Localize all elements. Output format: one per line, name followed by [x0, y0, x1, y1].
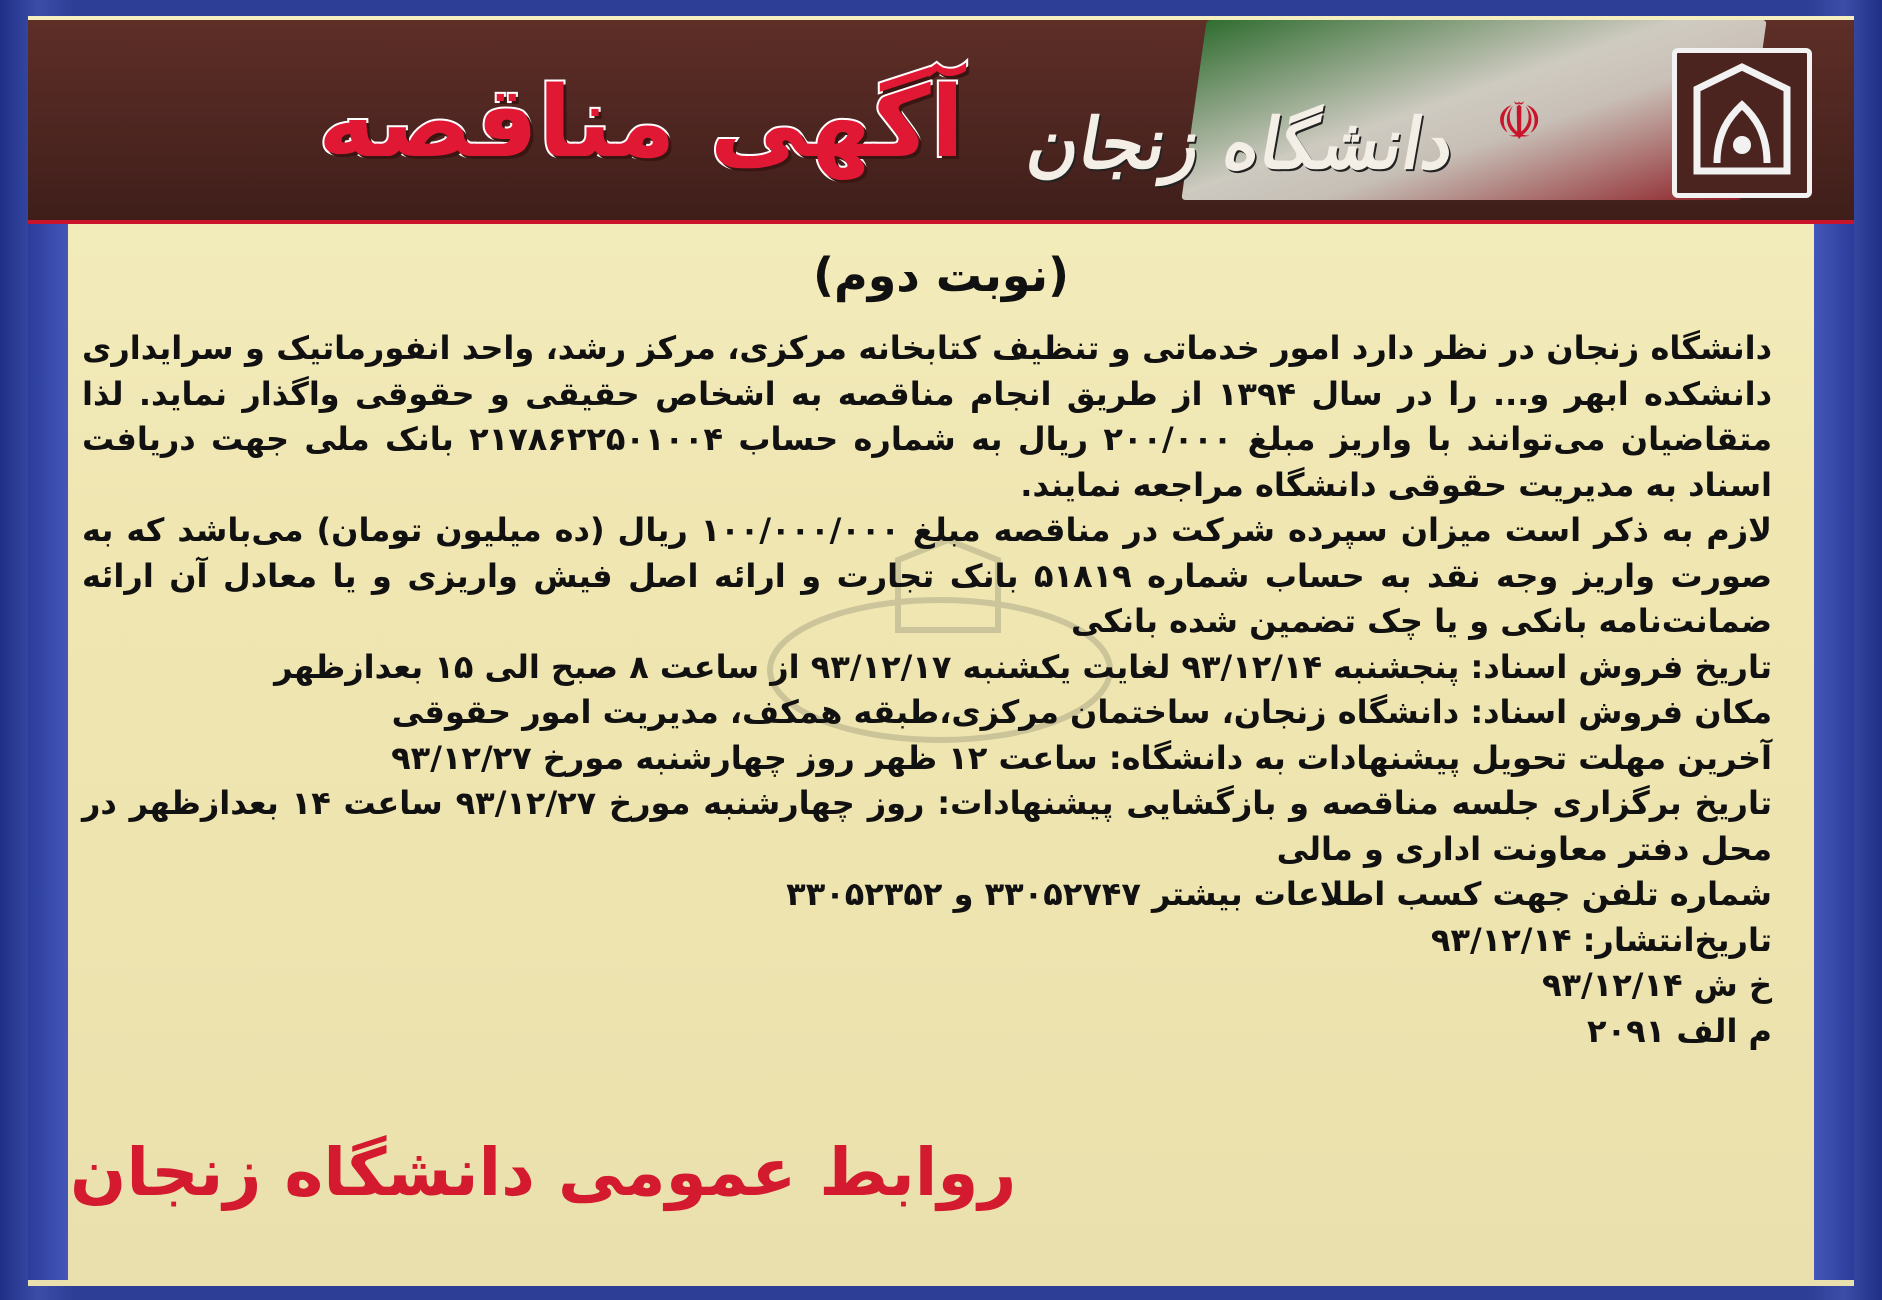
round-label: (نوبت دوم)	[812, 248, 1070, 302]
publish-date: تاریخ‌انتشار: ۹۳/۱۲/۱۴	[1430, 920, 1772, 959]
opening-session: تاریخ برگزاری جلسه مناقصه و بازگشایی پیشنهادات: روز چهارشنبه مورخ ۹۳/۱۲/۲۷ ساعت ۱۴ بعدازظهر در محل دفتر معاونت اداری و مالی	[82, 784, 1773, 868]
sale-place: مکان فروش اسناد: دانشگاه زنجان، ساختمان مرکزی،طبقه همکف، مدیریت امور حقوقی	[391, 693, 1772, 731]
university-logo-icon	[1672, 48, 1812, 198]
sale-date: تاریخ فروش اسناد: پنجشنبه ۹۳/۱۲/۱۴ لغایت یکشنبه ۹۳/۱۲/۱۷ از ساعت ۸ صبح الی ۱۵ بعدازظهر	[274, 647, 1772, 686]
tender-description: دانشگاه زنجان در نظر دارد امور خدماتی و تنظیف کتابخانه مرکزی، مرکز رشد، واحد انفورماتیک و سرایداری دانشکده ابهر و... را در سال ۱۳۹۴ از طریق انجام مناقصه به اشخاص حقیقی و حقوقی واگذار نماید. لذا متقاضیان می‌توانند با واریز مبلغ ۲۰۰/۰۰۰ ریال به شماره حساب ۲۱۷۸۶۲۲۵۰۱۰۰۴ بانک ملی جهت دریافت اسناد به مدیریت حقوقی دانشگاه مراجعه نمایند.	[82, 329, 1773, 504]
right-border-band	[1814, 200, 1854, 1280]
university-name: دانشگاه زنجان	[1021, 102, 1462, 185]
left-border-band	[28, 200, 68, 1280]
iran-emblem-icon: ☫	[1495, 92, 1543, 152]
notice-title: آگهی مناقصه	[318, 66, 965, 180]
kh-sh-code: خ ش ۹۳/۱۲/۱۴	[1541, 966, 1772, 1004]
submission-deadline: آخرین مهلت تحویل پیشنهادات به دانشگاه: ساعت ۱۲ ظهر روز چهارشنبه مورخ ۹۳/۱۲/۲۷	[391, 738, 1772, 777]
m-alef-code: م الف ۲۰۹۱	[1587, 1011, 1772, 1050]
notice-header	[28, 20, 1854, 224]
public-relations-signature: روابط عمومی دانشگاه زنجان	[70, 1134, 1017, 1211]
deposit-info: لازم به ذکر است میزان سپرده شرکت در مناقصه مبلغ ۱۰۰/۰۰۰/۰۰۰ ریال (ده میلیون تومان) می‌باشد که به صورت واریز وجه نقد به حساب شماره ۵۱۸۱۹ بانک تجارت و ارائه اصل فیش واریزی و یا معادل آن ارائه ضمانت‌نامه بانکی و یا چک تضمین شده بانکی	[82, 511, 1773, 640]
notice-body	[82, 326, 1772, 1054]
contact-phone: شماره تلفن جهت کسب اطلاعات بیشتر ۳۳۰۵۲۷۴۷ و ۳۳۰۵۲۳۵۲	[786, 875, 1772, 913]
